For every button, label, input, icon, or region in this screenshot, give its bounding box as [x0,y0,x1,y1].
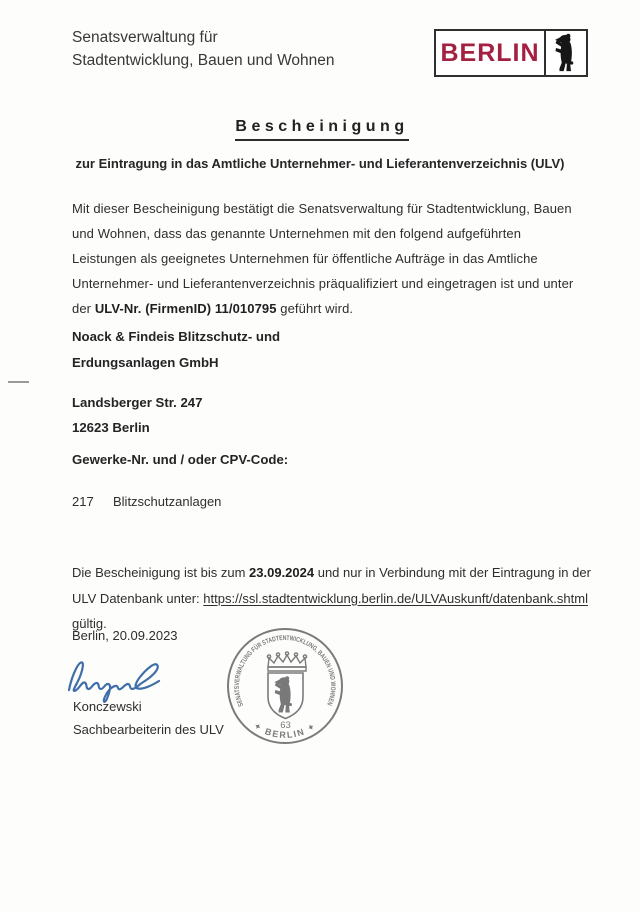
sender-line1: Senatsverwaltung für [72,29,218,46]
stamp-ring-text: SENATSVERWALTUNG FÜR STADTENTWICKLUNG, BAUEN UND WOHNEN [233,634,337,708]
stamp-number: 63 [280,720,291,731]
intro-text-after: geführt wird. [276,301,354,316]
sender-address [72,26,335,72]
validity-text-after: gültig. [72,616,107,631]
ulv-number: ULV-Nr. (FirmenID) 11/010795 [94,301,277,316]
trade-code: 217 [72,494,94,509]
official-stamp [224,623,348,749]
company-street: Landsberger Str. 247 [72,395,203,410]
signer-role: Sachbearbeiterin des ULV [73,722,224,737]
company-name-line2: Erdungsanlagen GmbH [72,355,219,370]
berlin-logo [434,29,588,77]
berlin-wordmark: BERLIN [440,38,540,67]
company-name-block [72,324,280,376]
ulv-database-link[interactable]: https://ssl.stadtentwicklung.berlin.de/ULVAuskunft/datenbank.shtml [203,590,588,606]
expiry-date: 23.09.2024 [249,565,315,580]
company-address-block [72,390,202,440]
handwritten-signature-icon [62,645,174,707]
document-subtitle: zur Eintragung in das Amtliche Unternehmer- und Lieferantenverzeichnis (ULV) [75,156,565,171]
sender-line2: Stadtentwicklung, Bauen und Wohnen [72,52,335,69]
validity-text-before: Die Bescheinigung ist bis zum [72,565,250,580]
document-title: Bescheinigung [0,118,640,141]
stamp-crown-icon [267,652,306,671]
intro-paragraph [72,196,577,321]
trade-name: Blitzschutzanlagen [113,494,222,509]
berlin-bear-icon [544,31,586,75]
trades-label: Gewerke-Nr. und / oder CPV-Code: [72,452,289,467]
company-name-line1: Noack & Findeis Blitzschutz- und [72,329,281,344]
place-date: Berlin, 20.09.2023 [72,628,178,643]
company-city: 12623 Berlin [72,420,150,435]
signer-name: Konczewski [73,699,142,714]
stamp-bear-shield-icon [268,673,303,719]
trade-row [72,494,221,509]
intro-text-before: Mit dieser Bescheinigung bestätigt die Senatsverwaltung für Stadtentwicklung, Bauen und Wohnen, dass das genannte Unternehmen mit den folgend aufgeführten Leistungen als geeignetes Unternehmen für öffentliche Aufträge in das Amtliche Unternehmer- und Lieferantenverzeichnis präqualifiziert und eingetragen ist und unter der [72,201,574,316]
stamp-bottom-text: ✦ BERLIN ✦ [251,720,319,741]
validity-text-middle: und nur in Verbindung mit der Eintragung in der ULV Datenbank unter: [72,565,591,606]
fold-mark [8,381,29,383]
